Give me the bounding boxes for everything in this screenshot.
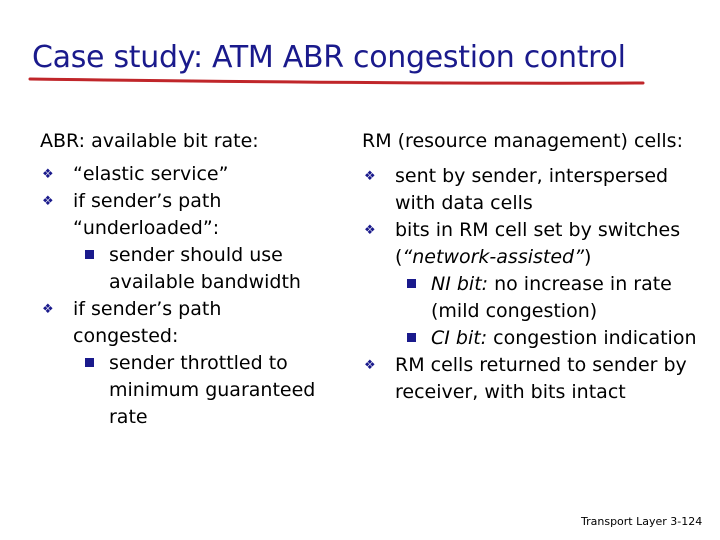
bullet-icon: ❖	[42, 302, 54, 317]
list-item	[362, 163, 702, 217]
bullet-text-prefix: bits in RM cell set by switches (	[395, 219, 681, 268]
bullet-text: if sender’s path congested:	[73, 298, 222, 347]
slide-footer	[581, 515, 702, 528]
bullet-icon: ❖	[364, 223, 376, 238]
bullet-text: sent by sender, interspersed with data cells	[395, 165, 669, 214]
list-item	[362, 352, 702, 406]
page-number: 3-124	[670, 515, 703, 528]
sub-list-item	[395, 271, 702, 325]
bullet-text-suffix: )	[583, 246, 592, 268]
right-column	[362, 128, 702, 406]
bullet-text: “elastic service”	[73, 163, 229, 185]
bullet-text-italic: “network-assisted”	[402, 246, 584, 268]
bullet-icon: ❖	[364, 169, 376, 184]
square-bullet-icon	[407, 333, 416, 342]
bullet-icon: ❖	[42, 194, 54, 209]
sub-bullet-text: sender should use available bandwidth	[109, 244, 301, 293]
list-item	[40, 188, 330, 296]
sub-list-item	[395, 325, 702, 352]
sub-list-item	[73, 242, 330, 296]
list-item	[362, 217, 702, 352]
square-bullet-icon	[85, 358, 94, 367]
sub-bullet-text: no increase in rate (mild congestion)	[431, 273, 672, 322]
left-heading: ABR: available bit rate:	[40, 130, 259, 152]
title-underline	[28, 74, 648, 88]
slide-title: Case study: ATM ABR congestion control	[32, 40, 626, 75]
list-item	[40, 296, 330, 431]
sub-list-item	[73, 350, 330, 431]
sub-bullet-label: NI bit:	[431, 273, 489, 295]
bullet-icon: ❖	[42, 167, 54, 182]
square-bullet-icon	[407, 279, 416, 288]
left-column	[40, 128, 330, 431]
left-bullet-list	[40, 161, 330, 431]
list-item	[40, 161, 330, 188]
bullet-icon: ❖	[364, 358, 376, 373]
bullet-text: if sender’s path “underloaded”:	[73, 190, 222, 239]
right-heading: RM (resource management) cells:	[362, 130, 683, 152]
bullet-text: RM cells returned to sender by receiver, with bits intact	[395, 354, 687, 403]
sub-bullet-text: sender throttled to minimum guaranteed rate	[109, 352, 316, 428]
sub-bullet-text: congestion indication	[487, 327, 697, 349]
square-bullet-icon	[85, 250, 94, 259]
footer-label: Transport Layer	[581, 515, 667, 528]
sub-bullet-label: CI bit:	[431, 327, 488, 349]
right-bullet-list	[362, 163, 702, 406]
